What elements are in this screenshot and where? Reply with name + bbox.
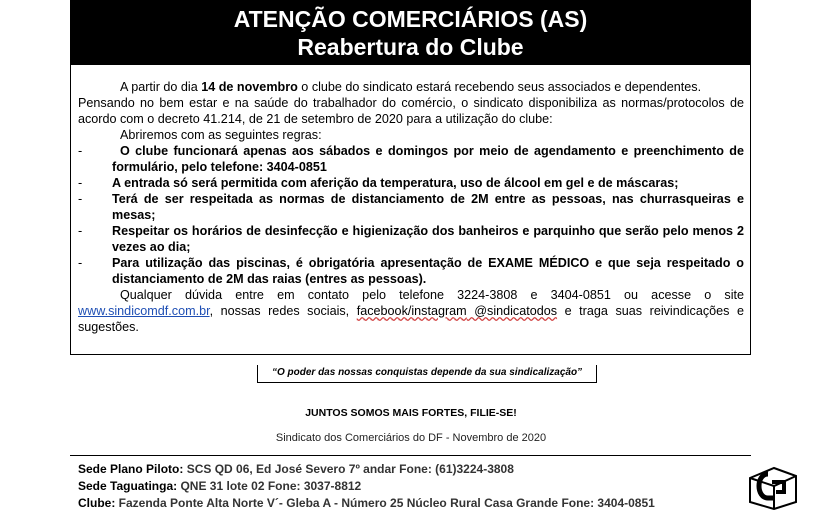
rules-intro: Abriremos com as seguintes regras:	[120, 128, 322, 142]
rule-item-distancing: - Terá de ser respeitada as normas de distanciamento de 2M entre as pessoas, nas churrasqueiras e mesas;	[78, 192, 744, 222]
page-subtitle: Reabertura do Clube	[297, 34, 524, 60]
rule-item-schedule: - O clube funcionará apenas aos sábados e domingos por meio de agendamento e preenchimento de formulário, pelo telefone: 3404-0851	[78, 144, 744, 174]
header-banner	[70, 0, 751, 65]
union-logo-icon	[744, 462, 802, 510]
signature: Sindicato dos Comerciários do DF - Novembro de 2020	[275, 432, 547, 444]
quote-box: “O poder das nossas conquistas depende da sua sindicalização”	[257, 365, 597, 383]
rule-item-entry: - A entrada só será permitida com aferição da temperatura, uso de álcool em gel e de máscaras;	[78, 176, 679, 190]
divider	[70, 455, 751, 456]
contact-paragraph: Qualquer dúvida entre em contato pelo telefone 3224-3808 e 3404-0851 ou acesse o site www.sindicomdf.com.br, nossas redes sociais, facebook/instagram @sindicatodos e traga suas reivindicações e sugestões.	[78, 288, 744, 334]
protocol-paragraph: Pensando no bem estar e na saúde do trabalhador do comércio, o sindicato disponibiliza as normas/protocolos de acordo com o decreto 41.214, de 21 de setembro de 2020 para a utilização do clube:	[78, 96, 744, 126]
intro-paragraph: A partir do dia 14 de novembro o clube do sindicato estará recebendo seus associados e dependentes.	[120, 80, 702, 94]
instagram-handle: @sindicatodos	[466, 304, 558, 318]
notice-body	[78, 79, 744, 335]
page-title: ATENÇÃO COMERCIÁRIOS (AS)	[233, 6, 588, 32]
address-club: Clube: Fazenda Ponte Alta Norte V´- Gleba A - Número 25 Núcleo Rural Casa Grande Fone: 3404-0851	[78, 496, 655, 510]
intro-date: 14 de novembro	[201, 80, 298, 94]
site-link[interactable]: www.sindicomdf.com.br	[78, 304, 210, 318]
rule-item-pools: - Para utilização das piscinas, é obrigatória apresentação de EXAME MÉDICO e que seja respeitado o distanciamento de 2M das raias (entres as pessoas).	[78, 256, 744, 286]
slogan: JUNTOS SOMOS MAIS FORTES, FILIE-SE!	[305, 407, 517, 419]
address-plano-piloto: Sede Plano Piloto: SCS QD 06, Ed José Severo 7º andar Fone: (61)3224-3808	[78, 462, 514, 476]
social-handle: facebook/instagram	[356, 304, 467, 318]
rule-item-hygiene: - Respeitar os horários de desinfecção e higienização dos banheiros e parquinho que serão pelo menos 2 vezes ao dia;	[78, 224, 744, 254]
address-taguatinga: Sede Taguatinga: QNE 31 lote 02 Fone: 3037-8812	[78, 479, 362, 493]
